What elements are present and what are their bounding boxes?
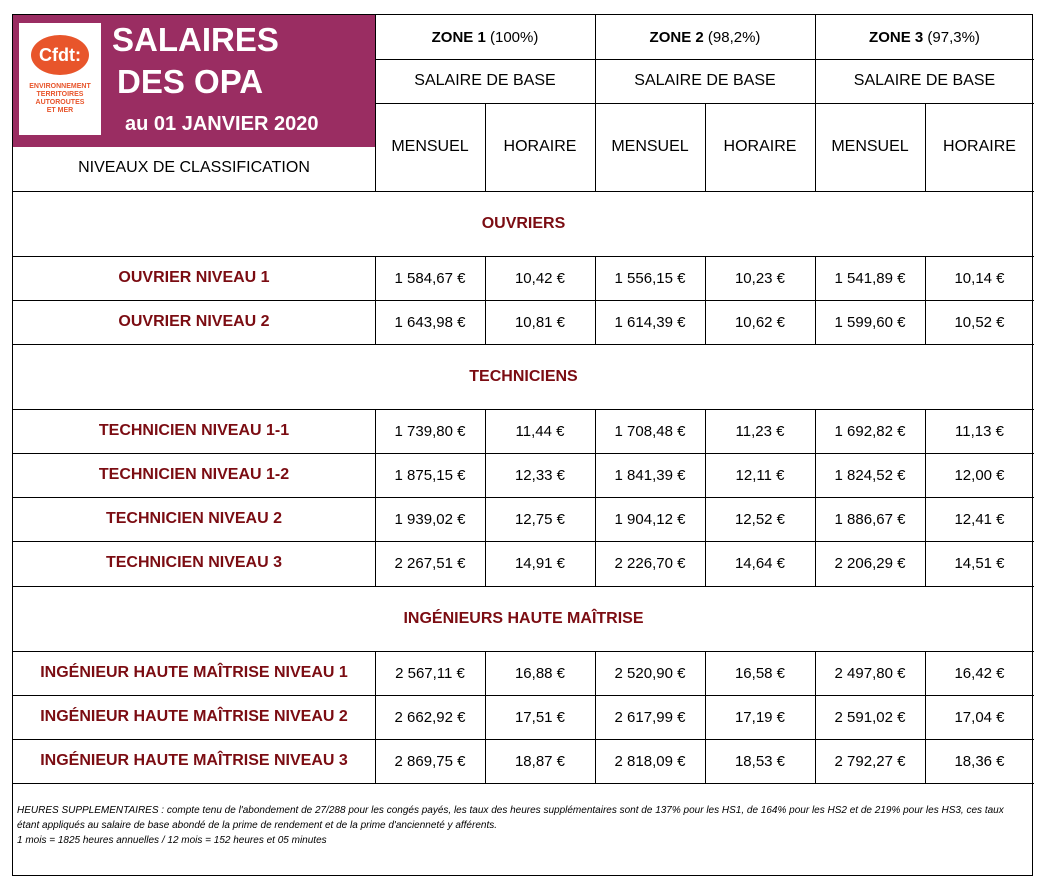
horaire-value: 10,42 € bbox=[514, 269, 566, 287]
horaire-value: 17,19 € bbox=[734, 708, 786, 726]
row-label: INGÉNIEUR HAUTE MAÎTRISE NIVEAU 3 bbox=[40, 752, 348, 769]
cfdt-logo bbox=[19, 23, 101, 135]
horaire-value: 18,87 € bbox=[514, 752, 566, 770]
mensuel-value: 1 643,98 € bbox=[394, 313, 466, 331]
mensuel-value: 2 567,11 € bbox=[395, 664, 465, 682]
zone-1-horaire-header: HORAIRE bbox=[503, 138, 577, 155]
mensuel-value: 1 708,48 € bbox=[614, 422, 686, 440]
horaire-value: 11,13 € bbox=[955, 422, 1004, 440]
horaire-value: 10,62 € bbox=[734, 313, 786, 331]
row-label: OUVRIER NIVEAU 1 bbox=[118, 269, 270, 286]
zone-2-base: SALAIRE DE BASE bbox=[634, 72, 776, 89]
mensuel-value: 1 739,80 € bbox=[394, 422, 466, 440]
mensuel-value: 2 869,75 € bbox=[394, 752, 466, 770]
horaire-value: 17,04 € bbox=[954, 708, 1005, 726]
footer-line-1: HEURES SUPPLEMENTAIRES : compte tenu de l'abondement de 27/288 pour les congés payés, les taux des heures supplémentaires sont de 137% pour les HS1, de 164% pour les HS2 et de 219% pour les HS3, ces taux étant appliqués au salaire de base abondé de la prime de rendement et de la prime d'ancienneté y afférents. bbox=[17, 805, 1004, 831]
category-ingenieurs: INGÉNIEURS HAUTE MAÎTRISE bbox=[403, 609, 644, 627]
horaire-value: 10,23 € bbox=[734, 269, 786, 287]
mensuel-value: 2 818,09 € bbox=[614, 752, 686, 770]
title-block bbox=[13, 15, 375, 147]
horaire-value: 17,51 € bbox=[514, 708, 566, 726]
zone-3-header: ZONE 3 (97,3%) bbox=[869, 28, 980, 46]
mensuel-value: 2 520,90 € bbox=[614, 664, 686, 682]
mensuel-value: 1 541,89 € bbox=[834, 269, 906, 287]
row-label: OUVRIER NIVEAU 2 bbox=[118, 313, 270, 330]
horaire-value: 12,11 € bbox=[735, 466, 785, 484]
horaire-value: 16,88 € bbox=[514, 664, 566, 682]
row-label: TECHNICIEN NIVEAU 2 bbox=[105, 510, 283, 527]
horaire-value: 10,52 € bbox=[954, 313, 1005, 331]
mensuel-value: 2 497,80 € bbox=[834, 664, 906, 682]
horaire-value: 14,51 € bbox=[954, 554, 1005, 572]
zone-1-header: ZONE 1 (100%) bbox=[431, 28, 539, 46]
horaire-value: 12,52 € bbox=[734, 510, 786, 528]
row-label: TECHNICIEN NIVEAU 3 bbox=[105, 554, 283, 571]
zone-1-base: SALAIRE DE BASE bbox=[414, 72, 556, 89]
cfdt-logo-caption: ENVIRONNEMENT TERRITOIRES AUTOROUTES ET MER bbox=[29, 83, 91, 114]
title-line-2: DES OPA bbox=[117, 63, 264, 100]
mensuel-value: 2 206,29 € bbox=[834, 554, 906, 572]
zone-3-mensuel-header: MENSUEL bbox=[831, 138, 909, 155]
mensuel-value: 1 875,15 € bbox=[394, 466, 466, 484]
mensuel-value: 1 824,52 € bbox=[834, 466, 906, 484]
row-label: TECHNICIEN NIVEAU 1-2 bbox=[98, 466, 290, 483]
zone-2-header: ZONE 2 (98,2%) bbox=[649, 28, 761, 46]
mensuel-value: 1 614,39 € bbox=[614, 313, 686, 331]
zone-1-mensuel-header: MENSUEL bbox=[391, 138, 469, 155]
horaire-value: 18,36 € bbox=[954, 752, 1005, 770]
niveaux-header: NIVEAUX DE CLASSIFICATION bbox=[78, 159, 310, 176]
footer-line-2: 1 mois = 1825 heures annuelles / 12 mois = 152 heures et 05 minutes bbox=[17, 835, 327, 846]
zone-2-horaire-header: HORAIRE bbox=[723, 138, 797, 155]
horaire-value: 11,44 € bbox=[515, 422, 565, 440]
zone-2-mensuel-header: MENSUEL bbox=[611, 138, 689, 155]
mensuel-value: 2 226,70 € bbox=[614, 554, 686, 572]
mensuel-value: 1 556,15 € bbox=[614, 269, 686, 287]
mensuel-value: 1 599,60 € bbox=[834, 313, 906, 331]
cfdt-logo-mark: Cfdt: bbox=[31, 35, 89, 75]
horaire-value: 14,91 € bbox=[514, 554, 566, 572]
horaire-value: 12,75 € bbox=[514, 510, 566, 528]
horaire-value: 10,14 € bbox=[954, 269, 1005, 287]
horaire-value: 14,64 € bbox=[734, 554, 786, 572]
title-line-1: SALAIRES bbox=[112, 21, 279, 58]
row-label: INGÉNIEUR HAUTE MAÎTRISE NIVEAU 2 bbox=[40, 708, 348, 725]
horaire-value: 12,33 € bbox=[514, 466, 566, 484]
category-techniciens: TECHNICIENS bbox=[469, 367, 578, 385]
mensuel-value: 2 617,99 € bbox=[614, 708, 686, 726]
mensuel-value: 1 841,39 € bbox=[614, 466, 686, 484]
mensuel-value: 2 591,02 € bbox=[834, 708, 906, 726]
mensuel-value: 1 939,02 € bbox=[394, 510, 466, 528]
mensuel-value: 1 692,82 € bbox=[834, 422, 906, 440]
mensuel-value: 1 584,67 € bbox=[394, 269, 466, 287]
zone-3-horaire-header: HORAIRE bbox=[943, 138, 1016, 155]
zone-3-base: SALAIRE DE BASE bbox=[853, 72, 996, 89]
mensuel-value: 1 886,67 € bbox=[834, 510, 906, 528]
category-ouvriers: OUVRIERS bbox=[481, 214, 566, 232]
horaire-value: 16,42 € bbox=[954, 664, 1005, 682]
salary-table bbox=[12, 14, 1033, 876]
title-date: au 01 JANVIER 2020 bbox=[125, 113, 319, 135]
horaire-value: 18,53 € bbox=[734, 752, 786, 770]
horaire-value: 12,41 € bbox=[954, 510, 1005, 528]
horaire-value: 12,00 € bbox=[954, 466, 1005, 484]
horaire-value: 10,81 € bbox=[514, 313, 566, 331]
horaire-value: 11,23 € bbox=[735, 422, 785, 440]
mensuel-value: 1 904,12 € bbox=[614, 510, 686, 528]
mensuel-value: 2 662,92 € bbox=[394, 708, 466, 726]
footer-note bbox=[17, 803, 1027, 848]
horaire-value: 16,58 € bbox=[734, 664, 786, 682]
mensuel-value: 2 792,27 € bbox=[834, 752, 906, 770]
row-label: INGÉNIEUR HAUTE MAÎTRISE NIVEAU 1 bbox=[40, 664, 348, 681]
row-label: TECHNICIEN NIVEAU 1-1 bbox=[98, 422, 290, 439]
mensuel-value: 2 267,51 € bbox=[394, 554, 466, 572]
